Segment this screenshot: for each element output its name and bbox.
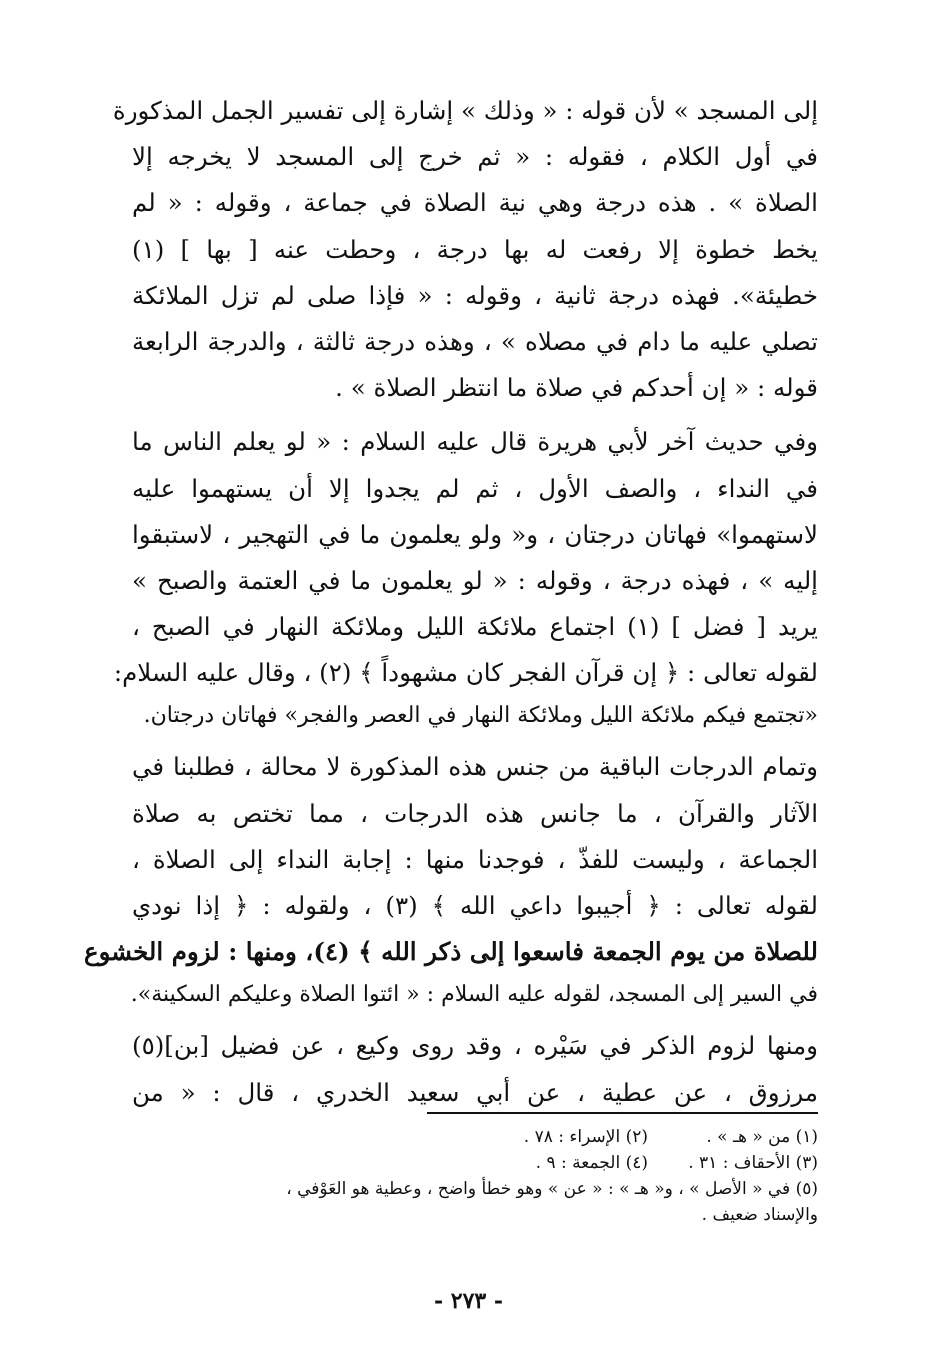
text-line: لاستهموا» فهاتان درجتان ، و« ولو يعلمون ما في التهجير ، لاستبقوا (132, 519, 818, 549)
text-line: في السير إلى المسجد، لقوله عليه السلام : « ائتوا الصلاة وعليكم السكينة». (130, 982, 818, 1008)
text-line: وتمام الدرجات الباقية من جنس هذه المذكورة لا محالة ، فطلبنا في (132, 752, 818, 782)
footnote-4: (٤) الجمعة : ٩ . (535, 1153, 648, 1173)
text-line: الصلاة » . هذه درجة وهي نية الصلاة في جماعة ، وقوله : « لم (132, 188, 818, 218)
text-line: «تجتمع فيكم ملائكة الليل وملائكة النهار في العصر والفجر» فهاتان درجتان. (143, 703, 818, 729)
footnote-2: (٢) الإسراء : ٧٨ . (523, 1127, 648, 1147)
footnote-1: (١) من « هـ » . (706, 1127, 818, 1147)
text-line: إليه » ، فهذه درجة ، وقوله : « لو يعلمون ما في العتمة والصبح » (132, 565, 818, 595)
text-line: مرزوق ، عن عطية ، عن أبي سعيد الخدري ، قال : « من (132, 1077, 818, 1107)
footnote-3: (٣) الأحقاف : ٣١ . (688, 1153, 818, 1173)
page-number: - ٢٧٣ - (433, 1288, 504, 1314)
footnote-5: (٥) في « الأصل » ، و« هـ » : « عن » وهو خطأ واضح ، وعطية هو العَوْفي ، (286, 1179, 818, 1199)
text-line: للصلاة من يوم الجمعة فاسعوا إلى ذكر الله ﴾ (٤)، ومنها : لزوم الخشوع (83, 937, 818, 967)
text-line: في النداء ، والصف الأول ، ثم لم يجدوا إلا أن يستهموا عليه (132, 473, 818, 503)
text-line: في أول الكلام ، فقوله : « ثم خرج إلى المسجد لا يخرجه إلا (132, 142, 818, 172)
text-line: لقوله تعالى : ﴿ أجيبوا داعي الله ﴾ (٣) ، ولقوله : ﴿ إذا نودي (132, 891, 819, 920)
footnote-row (132, 1124, 818, 1150)
text-line: قوله : « إن أحدكم في صلاة ما انتظر الصلاة » . (335, 373, 818, 403)
text-line: خطيئة». فهذه درجة ثانية ، وقوله : « فإذا صلى لم تزل الملائكة (132, 280, 818, 310)
footnotes (132, 1124, 818, 1228)
text-line: وفي حديث آخر لأبي هريرة قال عليه السلام : « لو يعلم الناس ما (132, 427, 818, 457)
footnote-divider (427, 1112, 818, 1114)
text-line: الجماعة ، وليست للفذّ ، فوجدنا منها : إجابة النداء إلى الصلاة ، (132, 844, 818, 874)
text-line: تصلي عليه ما دام في مصلاه » ، وهذه درجة ثالثة ، والدرجة الرابعة (132, 326, 818, 356)
main-text (83, 88, 819, 1116)
footnote-5-continued: والإسناد ضعيف . (701, 1205, 818, 1225)
text-line: ومنها لزوم الذكر في سَيْره ، وقد روى وكيع ، عن فضيل [بن](٥) (132, 1031, 818, 1061)
footnote-row (132, 1150, 818, 1176)
text-line: إلى المسجد » لأن قوله : « وذلك » إشارة إلى تفسير الجمل المذكورة (112, 96, 818, 125)
text-line: يريد [ فضل ] (١) اجتماع ملائكة الليل وملائكة النهار في الصبح ، (132, 612, 818, 642)
text-line: لقوله تعالى : ﴿ إن قرآن الفجر كان مشهوداً ﴾ (٢) ، وقال عليه السلام: (113, 658, 818, 688)
text-line: يخط خطوة إلا رفعت له بها درجة ، وحطت عنه [ بها ] (١) (132, 234, 818, 264)
text-line: الآثار والقرآن ، ما جانس هذه الدرجات ، مما تختص به صلاة (132, 798, 818, 828)
